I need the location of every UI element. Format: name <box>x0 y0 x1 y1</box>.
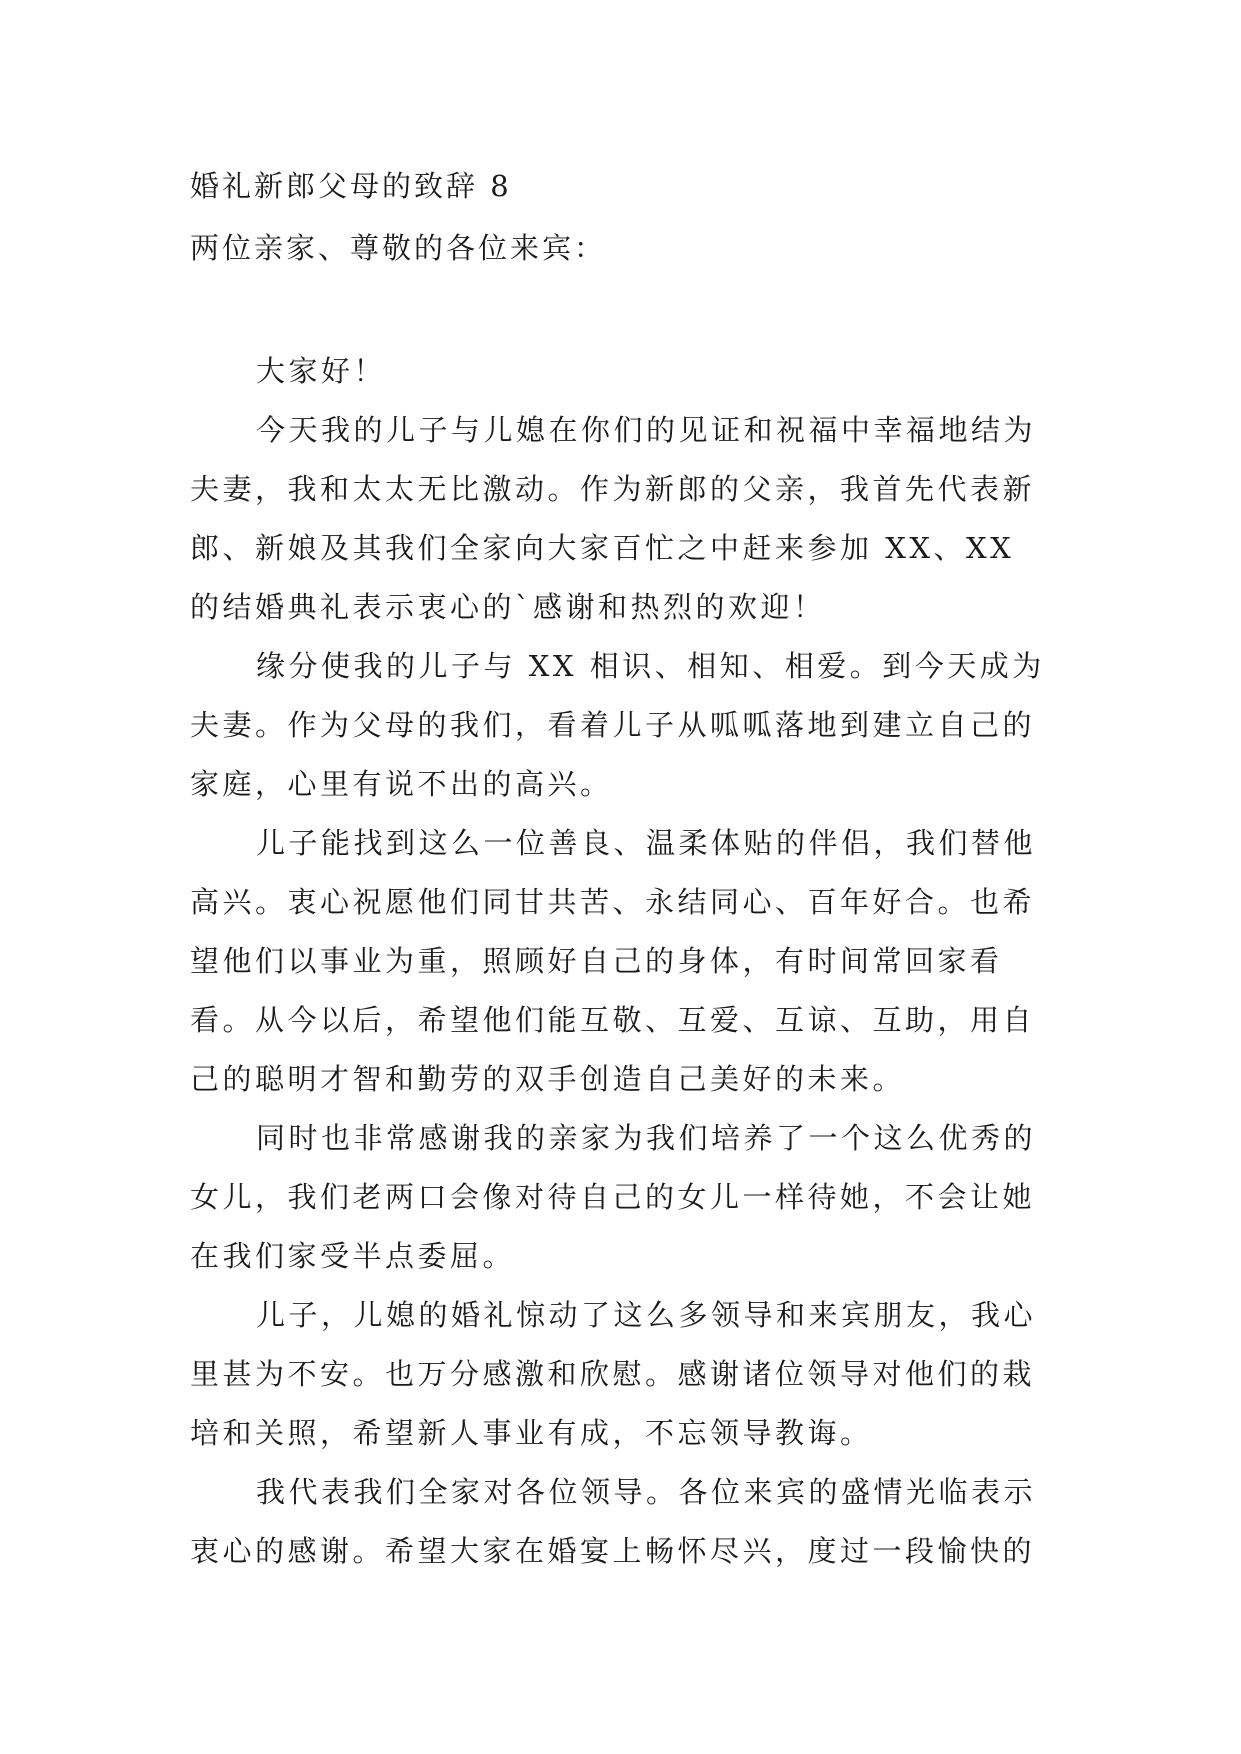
paragraph: 我代表我们全家对各位领导。各位来宾的盛情光临表示衷心的感谢。希望大家在婚宴上畅怀尽兴，度过一段愉快的 <box>190 1475 1037 1568</box>
document-title: 婚礼新郎父母的致辞 8 <box>190 169 512 203</box>
document-body <box>190 342 1056 1581</box>
salutation: 两位亲家、尊敬的各位来宾： <box>190 231 607 265</box>
paragraph: 儿子，儿媳的婚礼惊动了这么多领导和来宾朋友，我心里甚为不安。也万分感激和欣慰。感谢诸位领导对他们的栽培和关照，希望新人事业有成，不忘领导教诲。 <box>190 1298 1037 1450</box>
paragraph: 缘分使我的儿子与 XX 相识、相知、相爱。到今天成为夫妻。作为父母的我们，看着儿子从呱呱落地到建立自己的家庭，心里有说不出的高兴。 <box>190 649 1045 801</box>
paragraph-greeting: 大家好！ <box>256 354 387 388</box>
paragraph: 今天我的儿子与儿媳在你们的见证和祝福中幸福地结为夫妻，我和太太无比激动。作为新郎的父亲，我首先代表新郎、新娘及其我们全家向大家百忙之中赶来参加 XX、XX 的结婚典礼表示衷心的`感谢和热烈的欢迎！ <box>190 413 1037 624</box>
paragraph: 儿子能找到这么一位善良、温柔体贴的伴侣，我们替他高兴。衷心祝愿他们同甘共苦、永结同心、百年好合。也希望他们以事业为重，照顾好自己的身体，有时间常回家看看。从今以后，希望他们能互敬、互爱、互谅、互助，用自己的聪明才智和勤劳的双手创造自己美好的未来。 <box>190 826 1037 1096</box>
paragraph: 同时也非常感谢我的亲家为我们培养了一个这么优秀的女儿，我们老两口会像对待自己的女儿一样待她，不会让她在我们家受半点委屈。 <box>190 1121 1037 1273</box>
